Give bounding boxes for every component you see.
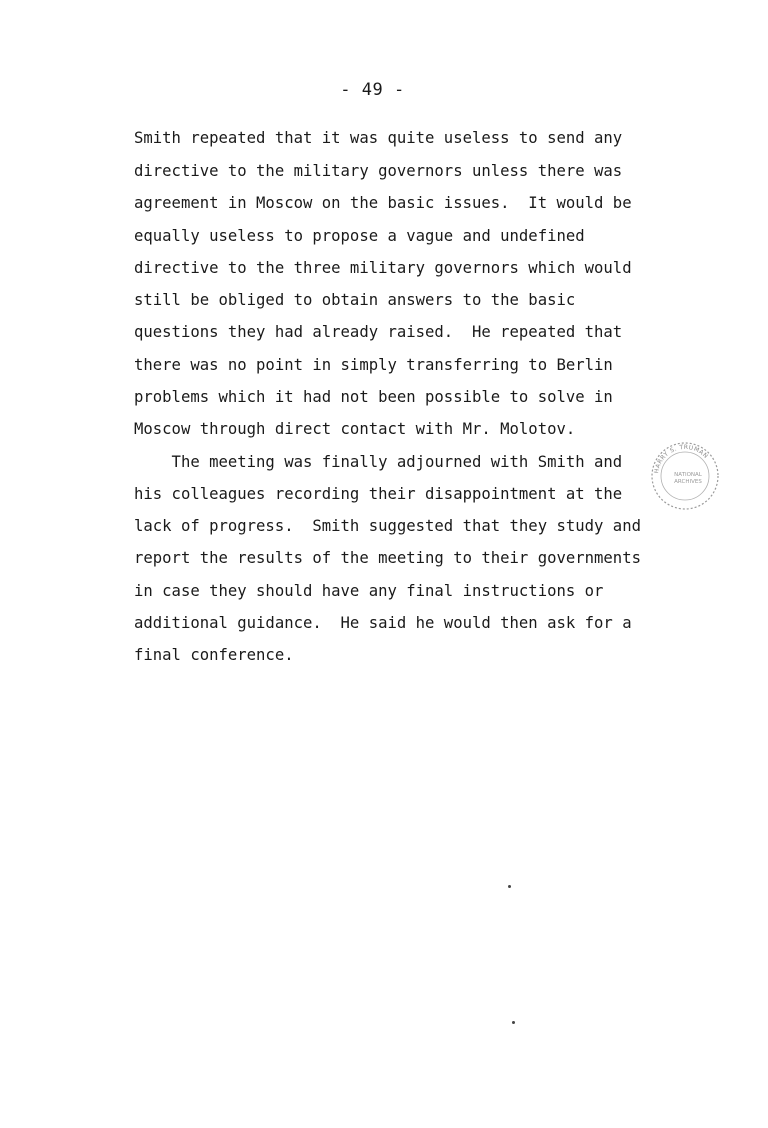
paper-speck [512, 1021, 515, 1024]
paragraph-line: report the results of the meeting to their governments [134, 549, 641, 567]
paragraph-line: lack of progress. Smith suggested that they study and [134, 517, 641, 535]
paragraph-line: directive to the three military governors which would [134, 259, 632, 277]
paragraph-line: agreement in Moscow on the basic issues. It would be [134, 194, 632, 212]
page-number: - 49 - [340, 80, 405, 100]
paragraph-line: there was no point in simply transferring to Berlin [134, 356, 613, 374]
paragraph-line: final conference. [134, 646, 294, 664]
paragraph-line: Moscow through direct contact with Mr. Molotov. [134, 420, 576, 438]
paragraph-line: equally useless to propose a vague and undefined [134, 227, 585, 245]
paragraph-line: problems which it had not been possible to solve in [134, 388, 613, 406]
paragraph-line: directive to the military governors unless there was [134, 162, 623, 180]
archive-stamp-seal [646, 436, 724, 514]
svg-text:NATIONAL: NATIONAL [674, 472, 702, 478]
paragraph-line: his colleagues recording their disappointment at the [134, 485, 623, 503]
paragraph-line: questions they had already raised. He repeated that [134, 323, 623, 341]
paper-speck [508, 885, 511, 888]
svg-text:ARCHIVES: ARCHIVES [674, 479, 702, 485]
paragraph-line: Smith repeated that it was quite useless to send any [134, 129, 623, 147]
paragraph-line: additional guidance. He said he would then ask for a [134, 614, 632, 632]
paragraph-line: in case they should have any final instructions or [134, 582, 604, 600]
paragraph-line: still be obliged to obtain answers to the basic [134, 291, 576, 309]
paragraph-line: The meeting was finally adjourned with Smith and [134, 453, 623, 471]
svg-text:HARRY S. TRUMAN: HARRY S. TRUMAN [653, 443, 710, 474]
